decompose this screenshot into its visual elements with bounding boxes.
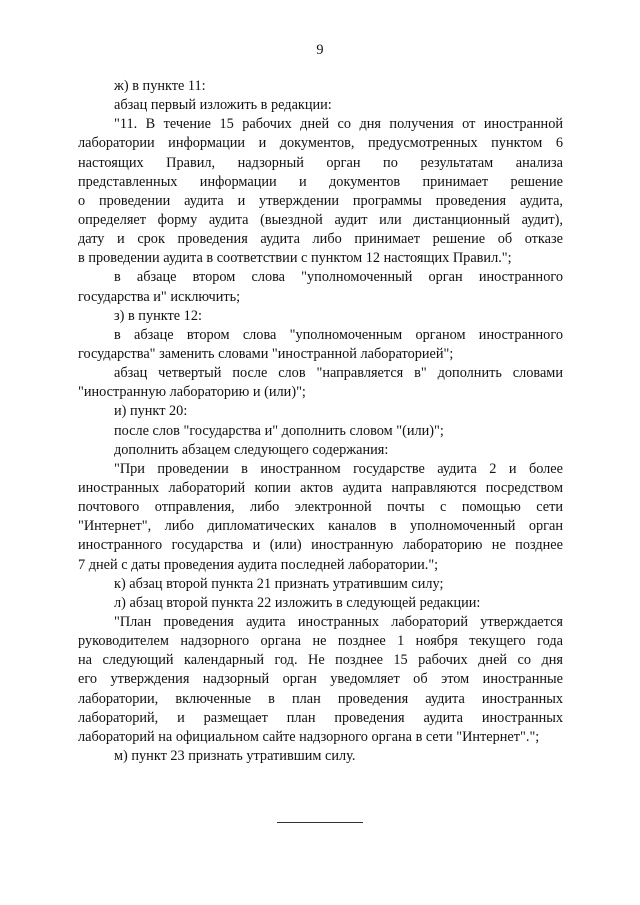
- text-line: л) абзац второй пункта 22 изложить в следующей редакции:: [114, 594, 481, 611]
- text-line: 7 дней с даты проведения аудита последней лаборатории.";: [78, 556, 439, 573]
- text-line: иностранных лабораторий копии актов аудита направляются посредством: [78, 479, 563, 496]
- page-number: 9: [316, 42, 324, 58]
- text-line: его утверждения надзорный орган уведомляет об этом иностранные: [78, 671, 563, 688]
- text-line: "иностранную лабораторию и (или)";: [78, 384, 306, 401]
- text-line: абзац первый изложить в редакции:: [114, 97, 332, 114]
- text-line: определяет форму аудита (выездной аудит или дистанционный аудит),: [78, 211, 563, 228]
- text-line: и) пункт 20:: [114, 403, 188, 420]
- text-line: лаборатории информации и документов, предусмотренных пунктом 6: [78, 135, 563, 152]
- document-body: [78, 77, 563, 766]
- text-line: ж) в пункте 11:: [114, 78, 206, 94]
- text-line: "План проведения аудита иностранных лабораторий утверждается: [114, 613, 563, 630]
- text-line: о проведении аудита и утверждении программы проведения аудита,: [78, 192, 563, 209]
- text-line: в абзаце втором слова "уполномоченный орган иностранного: [114, 269, 563, 286]
- text-line: лаборатории, включенные в план проведения аудита иностранных: [78, 690, 563, 707]
- text-line: абзац четвертый после слов "направляется в" дополнить словами: [114, 365, 563, 382]
- text-line: иностранного государства и (или) иностранную лабораторию не позднее: [78, 537, 563, 554]
- text-line: "11. В течение 15 рабочих дней со дня получения от иностранной: [114, 116, 563, 133]
- text-line: дату и срок проведения аудита либо принимает решение об отказе: [78, 231, 563, 248]
- text-line: государства" заменить словами "иностранной лабораторией";: [78, 345, 454, 362]
- text-line: к) абзац второй пункта 21 признать утратившим силу;: [114, 575, 444, 592]
- text-line: в проведении аудита в соответствии с пунктом 12 настоящих Правил.";: [78, 250, 512, 267]
- text-line: лабораторий на официальном сайте надзорного органа в сети "Интернет".";: [78, 728, 540, 745]
- text-line: в абзаце втором слова "уполномоченным органом иностранного: [114, 326, 563, 343]
- text-line: дополнить абзацем следующего содержания:: [114, 441, 389, 458]
- text-line: после слов "государства и" дополнить словом "(или)";: [114, 422, 444, 439]
- text-line: з) в пункте 12:: [114, 307, 202, 324]
- text-line: почтового отправления, либо электронной почты с помощью сети: [78, 499, 563, 516]
- text-line: руководителем надзорного органа не позднее 1 ноября текущего года: [78, 633, 563, 650]
- text-line: настоящих Правил, надзорный орган по результатам анализа: [78, 154, 563, 171]
- text-line: м) пункт 23 признать утратившим силу.: [114, 747, 356, 764]
- text-line: "Интернет", либо дипломатических каналов в уполномоченный орган: [78, 518, 563, 535]
- text-line: лабораторий, и размещает план проведения аудита иностранных: [78, 709, 563, 726]
- end-divider: [277, 822, 363, 823]
- text-line: государства и" исключить;: [78, 288, 241, 305]
- text-line: "При проведении в иностранном государстве аудита 2 и более: [114, 460, 563, 477]
- text-line: на следующий календарный год. Не позднее 15 рабочих дней со дня: [78, 652, 563, 669]
- text-line: представленных информации и документов принимает решение: [78, 173, 563, 190]
